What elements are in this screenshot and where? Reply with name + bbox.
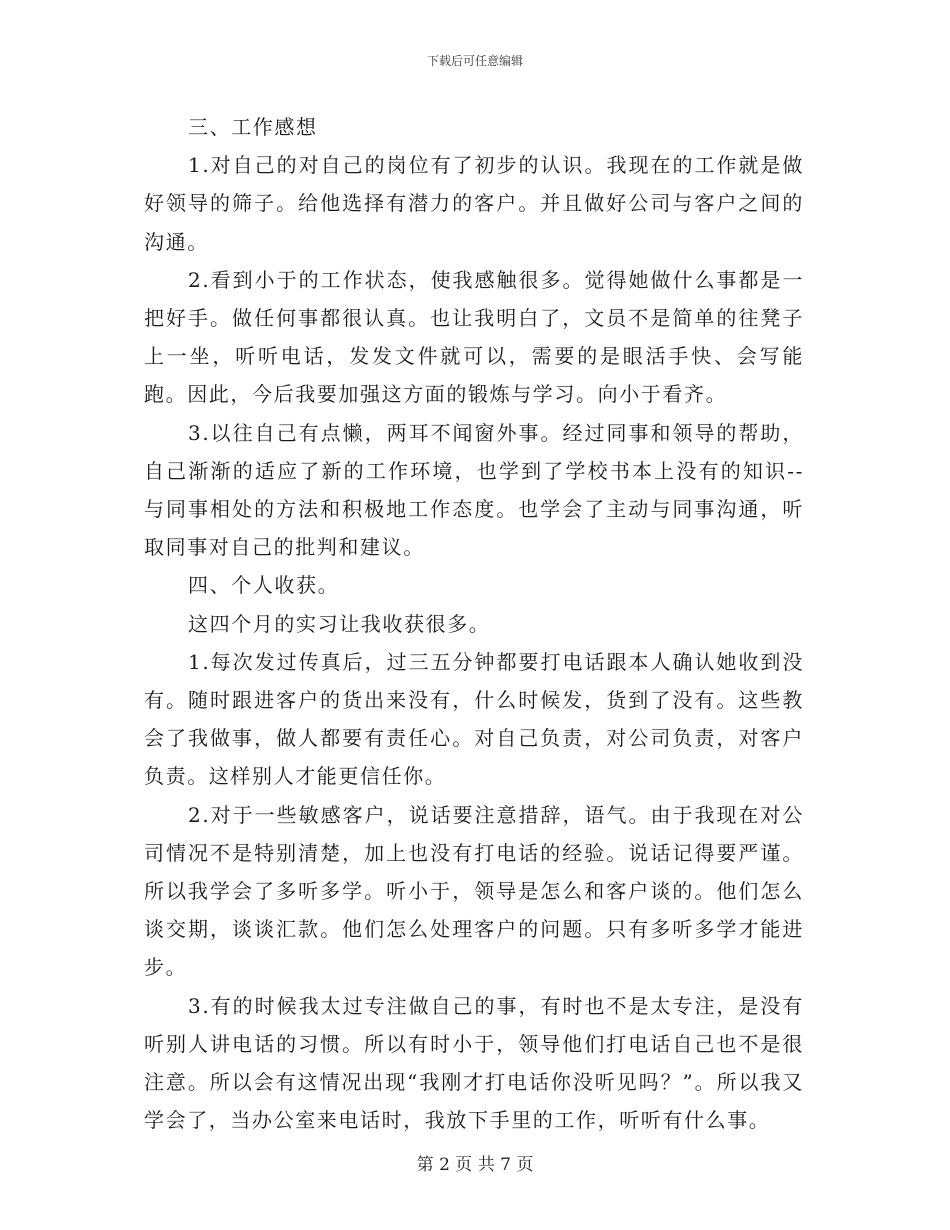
paragraph: 3.有的时候我太过专注做自己的事，有时也不是太专注，是没有听别人讲电话的习惯。所以有时小于，领导他们打电话自己也不是很注意。所以会有这情况出现“我刚才打电话你没听见吗？”。所以我又学会了，当办公室来电话时，我放下手里的工作，听听有什么事。 bbox=[144, 993, 804, 1133]
paragraph: 3.以往自己有点懒，两耳不闻窗外事。经过同事和领导的帮助，自己渐渐的适应了新的工作环境，也学到了学校书本上没有的知识--与同事相处的方法和积极地工作态度。也学会了主动与同事沟通，听取同事对自己的批判和建议。 bbox=[144, 420, 804, 560]
paragraph: 1.每次发过传真后，过三五分钟都要打电话跟本人确认她收到没有。随时跟进客户的货出来没有，什么时候发，货到了没有。这些教会了我做事，做人都要有责任心。对自己负责，对公司负责，对客户负责。这样别人才能更信任你。 bbox=[144, 649, 804, 789]
paragraph: 2.对于一些敏感客户，说话要注意措辞，语气。由于我现在对公司情况不是特别清楚，加上也没有打电话的经验。说话记得要严谨。所以我学会了多听多学。听小于，领导是怎么和客户谈的。他们怎么谈交期，谈谈汇款。他们怎么处理客户的问题。只有多听多学才能进步。 bbox=[144, 802, 804, 980]
document-body bbox=[144, 108, 804, 1139]
section-heading-personal-gains: 四、个人收获。 bbox=[188, 573, 340, 598]
page-header-note: 下载后可任意编辑 bbox=[426, 54, 523, 68]
page-number-footer: 第 2 页 共 7 页 bbox=[416, 1155, 534, 1175]
paragraph: 2.看到小于的工作状态，使我感触很多。觉得她做什么事都是一把好手。做任何事都很认真。也让我明白了，文员不是简单的往凳子上一坐，听听电话，发发文件就可以，需要的是眼活手快、会写能跑。因此，今后我要加强这方面的锻炼与学习。向小于看齐。 bbox=[144, 267, 804, 407]
paragraph: 1.对自己的对自己的岗位有了初步的认识。我现在的工作就是做好领导的筛子。给他选择有潜力的客户。并且做好公司与客户之间的沟通。 bbox=[144, 153, 804, 254]
section-heading-work-reflections: 三、工作感想 bbox=[188, 115, 318, 139]
paragraph: 这四个月的实习让我收获很多。 bbox=[188, 611, 491, 636]
